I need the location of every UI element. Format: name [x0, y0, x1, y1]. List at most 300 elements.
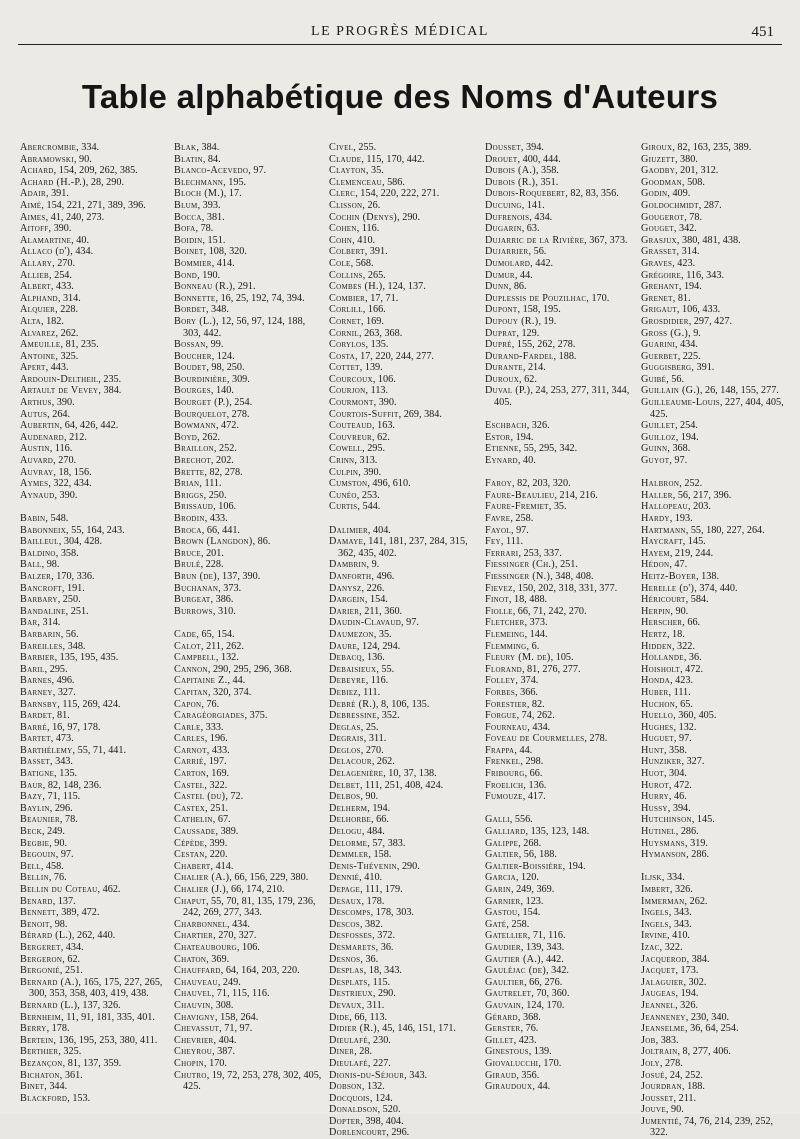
page-references: , 326. [669, 884, 693, 895]
author-name: Ducuing [485, 199, 522, 211]
page-references: , 391. [45, 188, 69, 200]
index-entry [20, 1035, 170, 1047]
author-name: Gérard [485, 1011, 518, 1023]
page-references: , 170. [586, 292, 610, 304]
author-name: Dide [329, 1011, 350, 1023]
author-name: Autus [20, 408, 48, 420]
index-entry [329, 907, 479, 919]
index-entry [485, 675, 635, 687]
index-entry [329, 641, 479, 653]
page-references: , 290. [397, 211, 421, 223]
page-references: , 144. [524, 628, 548, 640]
index-entry [20, 583, 170, 595]
author-name: Joly [641, 1057, 660, 1069]
author-name: Descos [329, 918, 360, 930]
index-entry [329, 420, 479, 432]
page-references: , 356. [516, 1069, 540, 1081]
index-entry [174, 154, 324, 166]
author-name: Estor [485, 431, 511, 443]
author-name: Honda [641, 675, 671, 687]
page-references: , 153. [67, 1092, 91, 1104]
index-entry [641, 1081, 791, 1093]
author-name: Jeannel [641, 999, 676, 1011]
index-entry [174, 443, 324, 455]
author-name: Collins [329, 269, 363, 281]
page-references: , 383. [655, 1034, 679, 1046]
page-references: , 389, 472. [56, 907, 100, 919]
author-name: Achard [20, 165, 54, 177]
index-entry [641, 188, 791, 200]
index-entry [485, 536, 635, 548]
author-name: Froelich [485, 779, 524, 791]
page-references: , 71, 115, 116. [211, 988, 270, 1000]
page-references: , 36. [375, 941, 394, 953]
author-name: Delbos [329, 791, 361, 803]
author-name: Didier (R.) [329, 1023, 377, 1035]
index-entry [485, 258, 635, 270]
page-references: , 322. [671, 640, 695, 652]
index-column-3 [329, 142, 479, 1139]
author-name: Batigne [20, 768, 55, 780]
index-entry [20, 594, 170, 606]
author-name: Chaput [174, 895, 206, 907]
page-references: , 97. [401, 617, 419, 629]
index-entry [20, 420, 170, 432]
author-name: Clemenceau [329, 176, 382, 188]
index-entry [20, 733, 170, 745]
index-entry [174, 594, 324, 606]
page-references: , 66. [371, 814, 389, 826]
index-entry [174, 942, 324, 954]
page-references: , 414. [211, 257, 235, 269]
index-entry [174, 548, 324, 560]
page-references: , 116. [49, 443, 73, 455]
index-entry [20, 293, 170, 305]
index-entry [20, 606, 170, 618]
author-name: Bonnette [174, 292, 216, 304]
author-name: Chevassut [174, 1023, 220, 1035]
index-entry [641, 664, 791, 676]
author-name: Bennett [20, 907, 57, 919]
page-references: , 106. [213, 501, 237, 513]
page-references: , 19. [538, 315, 557, 327]
index-entry [485, 281, 635, 293]
index-entry [641, 780, 791, 792]
author-name: Bérard (L.) [20, 930, 72, 942]
page-references: , 322. [659, 941, 683, 953]
author-name: Castel [174, 779, 205, 791]
author-name: Carnot [174, 744, 207, 756]
page-references: , 295. [362, 443, 386, 455]
index-entry [329, 954, 479, 966]
author-name: Hurry [641, 791, 669, 803]
author-name: Duplessis de Pouzilhac [485, 292, 587, 304]
index-entry [174, 606, 324, 618]
author-name: Hunziker [641, 756, 682, 768]
author-name: Debré (R.) [329, 698, 376, 710]
page-references: , 262. [371, 756, 395, 768]
index-entry [485, 814, 635, 826]
page-references: , 369. [206, 953, 230, 965]
page-references: , 97. [248, 165, 267, 177]
index-entry [329, 571, 479, 583]
author-name: Immerman [641, 895, 685, 907]
author-name: Halbron [641, 478, 680, 490]
index-entry [329, 942, 479, 954]
index-entry [641, 501, 791, 513]
page-references: , 390. [358, 466, 382, 478]
page-references: , 220. [204, 849, 228, 861]
page-references: , 170, 336. [51, 570, 95, 582]
index-entry [20, 559, 170, 571]
author-name: Héricourt [641, 594, 686, 606]
page-references: , 381. [201, 211, 225, 223]
author-name: Baur [20, 779, 43, 791]
index-entry [485, 1035, 635, 1047]
index-entry [329, 629, 479, 641]
index-entry [329, 235, 479, 247]
author-name: Beck [20, 826, 42, 838]
index-entry [20, 478, 170, 490]
author-name: Galliard [485, 826, 526, 838]
author-name: Durand-Fardel [485, 350, 554, 362]
author-name: Gouget [641, 223, 674, 235]
author-name: Abramowski [20, 153, 74, 165]
page-references: , 372. [372, 930, 396, 942]
author-name: Dobson [329, 1081, 362, 1093]
page-references: , 137, 326. [77, 999, 121, 1011]
author-name: Claude [329, 153, 362, 165]
author-name: Blak [174, 142, 197, 153]
index-entry [641, 652, 791, 664]
author-name: Dambrin [329, 559, 367, 571]
index-entry [174, 664, 324, 676]
author-name: Dubois (A.) [485, 165, 536, 177]
author-name: Arthus [20, 397, 52, 409]
page-references: , 373. [524, 617, 548, 629]
author-name: Forbes [485, 686, 516, 698]
page-references: , 65. [675, 698, 693, 710]
index-entry [641, 351, 791, 363]
index-entry [174, 397, 324, 409]
author-name: Damaye [329, 536, 364, 548]
author-name: Jacquet [641, 965, 676, 977]
page-references: , 17, 220, 244, 277. [355, 350, 434, 362]
page-references: , 135. [54, 768, 78, 780]
author-name: Courtois-Suffit [329, 408, 399, 420]
page-references: , 296. [386, 1127, 410, 1139]
author-name: Huchon [641, 698, 676, 710]
index-entry [174, 849, 324, 861]
author-name: Herelle (d') [641, 582, 695, 594]
author-name: Goodman [641, 176, 682, 188]
page-references: , 62. [62, 953, 81, 965]
index-entry [641, 142, 791, 154]
index-entry [641, 200, 791, 212]
page-references: , 141, 181, 237, 284, 315, 362, 435, 402. [338, 536, 468, 559]
page-references: , 194. [675, 431, 699, 443]
index-entry [20, 780, 170, 792]
author-name: Imbert [641, 884, 670, 895]
author-name: Chutro [174, 1069, 207, 1081]
page-references: , 67. [212, 814, 231, 826]
index-entry [641, 988, 791, 1000]
index-entry [20, 838, 170, 850]
author-name: Castex [174, 802, 206, 814]
author-name: Eschbach [485, 420, 527, 432]
author-name: Delherm [329, 802, 368, 814]
page-references: , 24, 252. [664, 1069, 703, 1081]
page-references: , 63. [521, 223, 540, 235]
page-references: , 290. [372, 988, 396, 1000]
index-entry [329, 710, 479, 722]
page-references: , 55, 295, 342. [518, 443, 578, 455]
author-name: Bartet [20, 733, 51, 745]
index-entry [174, 861, 324, 873]
page-references: , 26, 148, 155, 277. [699, 385, 779, 397]
page-references: , 393. [197, 199, 221, 211]
index-entry [485, 246, 635, 258]
page-references: , 334. [76, 142, 100, 153]
page-references: , 82, 203, 320. [512, 478, 571, 490]
index-entry [20, 954, 170, 966]
page-references: , 106. [372, 373, 396, 385]
index-entry [174, 710, 324, 722]
index-entry [485, 339, 635, 351]
page-references: , 66, 276. [524, 976, 563, 988]
author-name: Gaté [485, 918, 507, 930]
index-entry [20, 1093, 170, 1105]
author-name: Faroy [485, 478, 513, 490]
index-entry [174, 351, 324, 363]
index-entry [485, 919, 635, 931]
author-name: Brette [174, 466, 205, 478]
index-entry [485, 142, 635, 154]
author-name: Cannon [174, 663, 208, 675]
index-entry [485, 629, 635, 641]
page-references: , 211, 360. [359, 605, 403, 617]
page-references: , 97. [669, 455, 688, 467]
index-entry [485, 988, 635, 1000]
author-name: Ameuille [20, 339, 61, 351]
author-name: Brissaud [174, 501, 214, 513]
index-entry [485, 385, 635, 408]
index-entry [20, 525, 170, 537]
author-name: Hughes [641, 721, 674, 733]
index-entry [329, 756, 479, 768]
index-entry [641, 791, 791, 803]
page-references: , 390. [51, 397, 75, 409]
index-entry [174, 304, 324, 316]
page-references: , 298. [520, 756, 544, 768]
author-name: Dopter [329, 1115, 361, 1127]
author-name: Deglas [329, 721, 361, 733]
index-entry [329, 374, 479, 386]
index-entry [641, 513, 791, 525]
index-entry [20, 1023, 170, 1035]
page-references: , 17, 71. [365, 292, 399, 304]
author-name: Delorme [329, 837, 368, 849]
page-references: , 212. [63, 431, 87, 443]
author-name: Babin [20, 513, 46, 524]
page-references: , 252. [679, 478, 703, 490]
index-entry [485, 768, 635, 780]
author-name: Cornet [329, 315, 361, 327]
page-references: , 434. [674, 339, 698, 351]
index-entry [174, 142, 324, 154]
page-references: , 98. [49, 918, 68, 930]
index-entry [485, 907, 635, 919]
page-references: , 139. [528, 1046, 552, 1058]
page-references: , 97. [510, 524, 529, 536]
page-references: , 90. [670, 605, 689, 617]
author-name: Bergeret [20, 941, 61, 953]
page-references: , 132. [361, 1081, 385, 1093]
index-entry [174, 281, 324, 293]
index-entry [20, 756, 170, 768]
index-entry [485, 235, 635, 247]
author-name: Chalier (A.) [174, 872, 230, 884]
page-references: , 44. [227, 675, 246, 687]
author-name: Grigaut [641, 304, 677, 316]
author-name: Folley [485, 675, 516, 687]
author-name: Gautrelet [485, 988, 532, 1000]
author-name: Fey [485, 536, 501, 548]
index-entry [20, 710, 170, 722]
index-entry [174, 212, 324, 224]
author-name: Cunéo [329, 489, 357, 501]
author-name: Desmarets [329, 941, 376, 953]
page-references: , 584. [685, 594, 709, 606]
page-references: , 9. [688, 327, 701, 339]
author-name: Bernard (L.) [20, 999, 78, 1011]
page-references: , 251. [59, 965, 83, 977]
index-entry [329, 838, 479, 850]
page-references: , 86. [508, 281, 527, 293]
index-entry [485, 165, 635, 177]
index-entry [20, 385, 170, 397]
page-references: , 98. [41, 559, 60, 571]
author-name: Hoisholt [641, 663, 681, 675]
author-name: Dumur [485, 269, 515, 281]
author-name: Finot [485, 594, 509, 606]
author-name: Braillon [174, 443, 214, 455]
page-references: , 344. [44, 1081, 68, 1093]
author-name: Huot [641, 768, 664, 780]
index-entry [329, 1046, 479, 1058]
index-entry [329, 1058, 479, 1070]
index-entry [485, 745, 635, 757]
page-references: , 90. [665, 1104, 684, 1116]
page-references: , 44. [532, 1081, 551, 1093]
author-name: Cohn [329, 234, 353, 246]
index-entry [174, 1023, 324, 1035]
author-name: Alta [20, 315, 41, 327]
index-entry [20, 513, 170, 525]
author-name: Debressine [329, 710, 377, 722]
page-references: , 286. [686, 849, 710, 861]
index-entry [329, 351, 479, 363]
page-references: , 319. [685, 837, 708, 849]
page-references: , 326. [526, 420, 550, 432]
index-entry [641, 919, 791, 931]
page-references: , 74, 262. [516, 710, 555, 722]
index-entry [20, 803, 170, 815]
page-references: , 211, 262. [200, 640, 244, 652]
author-name: Courcoux [329, 373, 373, 385]
page-references: , 390. [54, 489, 78, 501]
author-name: Fourneau [485, 721, 528, 733]
index-entry [641, 455, 791, 467]
author-name: Demmler [329, 849, 369, 861]
index-entry [329, 258, 479, 270]
author-name: Eynard [485, 455, 518, 467]
page-references: , 442. [540, 953, 564, 965]
index-entry [329, 467, 479, 479]
index-entry [485, 965, 635, 977]
page-references: , 410. [359, 872, 383, 884]
page-references: , 36. [360, 953, 379, 965]
page-references: , 496, 610. [367, 478, 411, 490]
author-name: Iljsk [641, 872, 662, 884]
index-entry [485, 455, 635, 467]
page-references: , 325. [58, 1046, 82, 1058]
author-name: Alphand [20, 292, 58, 304]
index-entry [485, 432, 635, 444]
index-entry [20, 374, 170, 386]
author-name: Fayol [485, 524, 511, 536]
author-name: Corlill [329, 304, 363, 316]
page-references: , 235. [98, 373, 122, 385]
page-references: , 82, 163, 235, 389. [672, 142, 752, 153]
author-name: Gillet [485, 1034, 514, 1046]
index-entry [641, 223, 791, 235]
index-entry [174, 513, 324, 525]
index-entry [20, 1012, 170, 1024]
index-entry [174, 687, 324, 699]
page-references: , 290, 295, 296, 368. [207, 663, 292, 675]
index-entry [20, 617, 170, 629]
index-entry [20, 281, 170, 293]
index-entry [485, 687, 635, 699]
page-references: , 124, 170. [521, 999, 565, 1011]
index-entry [485, 1070, 635, 1082]
page-references: , 116. [365, 675, 389, 687]
page-references: , 202. [210, 455, 234, 467]
page-references: , 434. [529, 211, 553, 223]
index-entry [20, 641, 170, 653]
page-references: , 414. [210, 860, 234, 872]
index-entry [20, 699, 170, 711]
index-entry [641, 675, 791, 687]
page-references: , 262, 440. [71, 930, 116, 942]
index-entry [641, 443, 791, 455]
index-entry [20, 490, 170, 502]
author-index [20, 142, 784, 1139]
author-name: Baylin [20, 802, 50, 814]
page-references: , 251. [205, 802, 229, 814]
author-name: Desplats [329, 976, 368, 988]
index-entry [485, 188, 635, 200]
index-entry [174, 838, 324, 850]
page-references: , 548. [45, 513, 69, 524]
index-entry [641, 1046, 791, 1058]
page-references: , 24, 253, 277, 311, 344, 405. [494, 385, 630, 409]
index-entry [174, 339, 324, 351]
page-references: , 586. [381, 176, 405, 188]
page-references: , 115. [367, 976, 391, 988]
index-entry [485, 548, 635, 560]
